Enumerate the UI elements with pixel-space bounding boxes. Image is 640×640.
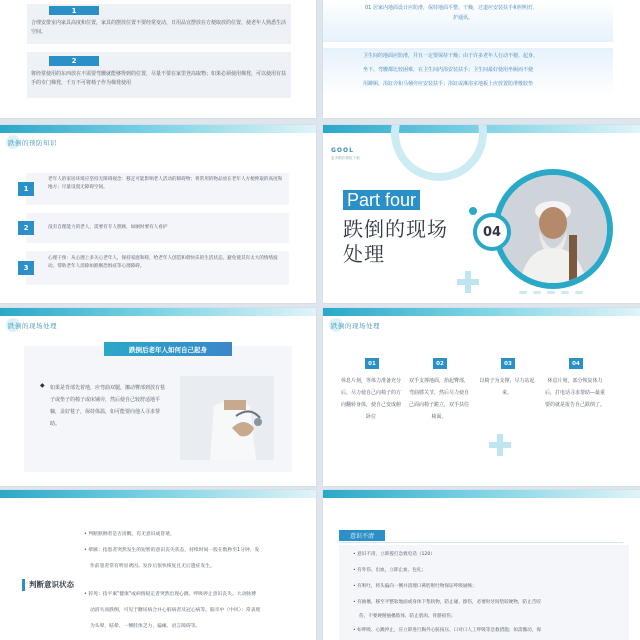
slide-getup-steps[interactable] [323, 308, 640, 486]
section-number-badge: 04 [473, 213, 511, 251]
item-number-badge: 1 [18, 182, 34, 196]
care-line: • 意识不清，立即拨打急救电话（120） [353, 552, 435, 557]
consciousness-line: • 猝死：指平素"健康"或病情稳定者突然出现心跳、呼吸停止意识丧失。大动脉搏 [84, 592, 256, 597]
item-text: 没有自理能力的老人，需要有专人照顾，如厕时要有人看护 [48, 225, 168, 230]
prevention-item-2 [23, 213, 289, 243]
dots-row [519, 291, 583, 294]
slide-unconscious-care[interactable] [323, 490, 640, 640]
slide-title: 跌倒的预防知识 [8, 139, 57, 147]
env-text-top-block [323, 0, 613, 42]
item-number-badge: 2 [18, 221, 34, 235]
tip-card-2 [27, 52, 291, 98]
care-line: • 有外伤、出血，立即止血、包扎； [353, 568, 427, 573]
env-text-bottom-block [323, 48, 613, 96]
env-line: 01 居家内地面设计应防滑，保持地面平整、干燥，过道应安装扶手和照明灯， [365, 5, 538, 11]
step-2 [409, 358, 469, 423]
tip-text: 将经常使用的东西放在不需要弯腰就能够得到的位置，尽量不要在家里登高取物；如果必须使用梯凳，可以使用有扶手的专门梯凳，千万不可将椅子作为梯凳使用 [31, 71, 287, 86]
step-text: 休息片刻，等体力准备充分后，尽力使自己向椅子的方向翻转身体，使自己变成俯卧位 [341, 378, 402, 420]
section-title-line2: 处理 [343, 242, 385, 266]
tip-text: 合理安排室内家具高度和位置，家具的摆放位置不要经常变动，日用品宜摆放在方便取放的位置，使老年人熟悉生活空间。 [31, 20, 287, 35]
step-1 [341, 358, 401, 423]
care-line: • 如呼吸、心跳停止，应立即进行胸外心脏按压、口对口人工呼吸等急救措施；如需搬动，保 [353, 628, 541, 633]
care-line: • 有抽搐，移至平整软地面或身体下垫软物，防止碰、擦伤，必要时牙间垫较硬物，防止舌咬 [353, 600, 541, 605]
consciousness-line: 作前患者常有明显诱因。发作后很快恢复且无后遗症发生。 [90, 564, 215, 569]
care-line: • 有呕吐，将头偏向一侧并清理口鼻腔呕吐物保证呼吸通畅； [353, 584, 477, 589]
step-text: 双手支撑地面，抬起臀部，弯曲膝关节，然后尽力使自己面向椅子跪立，双手扶住椅面。 [409, 378, 470, 420]
consciousness-line: 为头晕、眩晕、一侧肢体乏力、偏瘫、语言障碍等。 [90, 624, 201, 629]
env-line: 护通讯。 [453, 15, 474, 21]
step-number-badge: 02 [433, 358, 447, 369]
slide-title: 跌倒的现场处理 [331, 322, 380, 330]
photo-ring [493, 169, 613, 289]
getup-instruction-text: 如果是背部先着地，应弯曲双腿，挪动臀部到放有毯子或垫子的椅子或床铺旁，然后使自己较舒适地平躺，盖好毯子，保持体温，如可能要向他人寻求帮助。 [50, 385, 166, 427]
slide-top-bar [0, 308, 316, 316]
item-number-badge: 3 [18, 261, 34, 275]
decor-dot [469, 207, 477, 215]
slide-fall-prevention[interactable] [0, 125, 316, 303]
bullet-diamond: ◆ [40, 382, 45, 389]
slide-top-bar [323, 490, 640, 498]
step-text: 休息片刻，部分恢复体力后，打电话寻求帮助—最重要的就是报告自己跌倒了。 [545, 378, 606, 408]
prevention-item-1 [23, 173, 289, 205]
plus-decor-icon [489, 434, 511, 456]
decor-arc [391, 125, 487, 181]
slide-self-getup[interactable] [0, 308, 316, 486]
step-number-badge: 04 [569, 358, 583, 369]
consciousness-line: 动消失而跌倒，可见于糖尿病合并心脏病者及冠心病等。脑卒中（中风）：常表现 [90, 608, 261, 613]
slide-part-four-cover[interactable] [323, 125, 640, 303]
slide-top-bar [0, 125, 316, 133]
tag-underline [339, 542, 623, 543]
section-heading: 判断意识状态 [29, 580, 74, 589]
brand-logo: GOOL [331, 147, 354, 154]
slide-home-environment[interactable] [323, 0, 640, 118]
elderly-man-photo [499, 175, 607, 283]
section-banner: 跌倒后老年人如何自己起身 [104, 342, 232, 356]
care-line: 伤，不要硬掰抽搐肢体，防止肌肉、骨骼损伤； [359, 614, 456, 619]
slide-title: 跌倒的现场处理 [8, 322, 57, 330]
item-text: 老年人的家居环境应坚持无障碍观念：移走可能影响老人活动的障碍物；将常用的物品放在老年人方便伸取的高度和地方；尽量设置无障碍空间。 [48, 177, 283, 190]
consciousness-line: • 判断跌倒者是否清醒，有无意识或昏迷。 [84, 532, 175, 537]
status-tag: 意识不清 [339, 530, 385, 541]
tip-card-1 [27, 4, 291, 44]
tip-number-badge: 2 [49, 56, 99, 66]
step-number-badge: 01 [365, 358, 379, 369]
plus-decor-icon [457, 271, 479, 293]
item-text: 心理干预：从心理上多关心老年人，保持家庭和睦，给老年人创造和谐快乐的生活状态，避免使其有太大的情绪波动。帮助老年人消除如跌倒恐惧症等心理障碍。 [48, 256, 278, 269]
slide-top-bar [0, 490, 316, 498]
env-line: 用蹲厕，浴缸旁和马桶旁应安装扶手；浴缸或淋浴室地板上应放置防滑橡胶垫 [363, 81, 534, 87]
env-line: 坐下、弯腰都比较困难，在卫生间内浴安装扶手；卫生间最好使用坐厕而不使 [363, 67, 534, 73]
step-number-badge: 03 [501, 358, 515, 369]
step-3 [477, 358, 537, 399]
slide-consciousness-check[interactable] [0, 490, 316, 640]
tip-number-badge: 1 [49, 6, 99, 15]
left-accent-bar [22, 579, 25, 591]
consciousness-line: • 晕厥：指患者突然发生的短暂的意识丧失状态，持续时间一般在数秒至1分钟，发 [84, 548, 260, 553]
prevention-item-3 [23, 251, 289, 285]
slide-top-bar [323, 308, 640, 316]
slide-prevention-tips-cont[interactable] [0, 0, 316, 118]
step-4 [545, 358, 605, 411]
doctor-photo [180, 376, 274, 460]
part-label: Part four [343, 190, 420, 210]
step-text: 以椅子为支撑，尽力站起来。 [479, 378, 535, 396]
section-title-line1: 跌倒的现场 [343, 217, 448, 241]
env-line: 卫生间的地面应防滑，并且一定要保持干燥；由于许多老年人行动不便、起身、 [363, 53, 539, 59]
brand-subtitle: 更多精彩模板下载 [331, 156, 360, 160]
